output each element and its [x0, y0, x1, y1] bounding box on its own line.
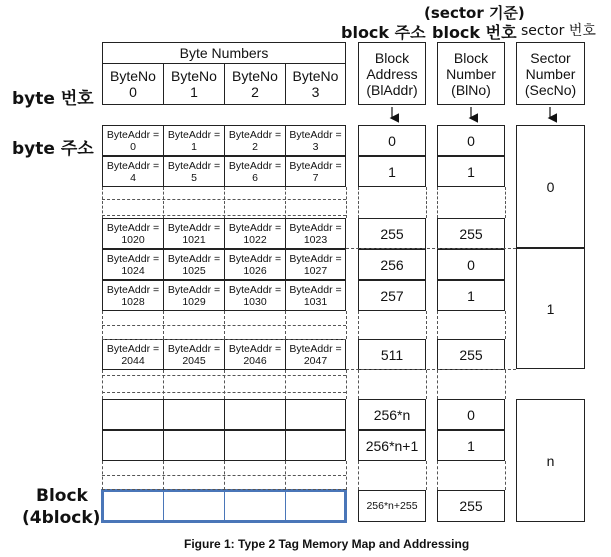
gap-vertical	[102, 370, 103, 399]
gap-vertical	[102, 311, 103, 339]
byte-addr-cell: ByteAddr = 1024	[102, 249, 164, 280]
gap-vertical	[224, 311, 225, 339]
gap-vertical	[358, 370, 359, 399]
gap-vertical	[358, 461, 359, 490]
block-number-label: block 번호	[432, 23, 517, 42]
block-number-cell: 255	[437, 218, 505, 249]
gap-vertical	[346, 311, 347, 339]
gap-vertical	[505, 187, 506, 218]
byte-addr-cell: ByteAddr = 1021	[163, 218, 225, 249]
byte-addr-cell	[224, 430, 286, 461]
byte-addr-cell: ByteAddr = 1029	[163, 280, 225, 311]
byte-addr-cell	[285, 430, 346, 461]
gap-vertical	[358, 311, 359, 339]
gap-vertical	[346, 461, 347, 490]
gap-vertical	[426, 187, 427, 218]
byteno-col-3: ByteNo 3	[285, 63, 346, 105]
gap-vertical	[285, 311, 286, 339]
gap-vertical	[437, 311, 438, 339]
gap-vertical	[163, 311, 164, 339]
gap-vertical	[224, 370, 225, 399]
gap-vertical	[163, 461, 164, 490]
gap-vertical	[102, 461, 103, 490]
block-number-cell: 1	[437, 156, 505, 187]
gap-vertical	[505, 311, 506, 339]
sector-number-header: Sector Number (SecNo)	[516, 42, 585, 105]
byte-addr-cell: ByteAddr = 2047	[285, 339, 346, 370]
byte-addr-cell: ByteAddr = 6	[224, 156, 286, 187]
block-number-cell: 1	[437, 430, 505, 461]
block-address-cell: 257	[358, 280, 426, 311]
byte-addr-cell: ByteAddr = 1025	[163, 249, 225, 280]
gap-vertical	[426, 311, 427, 339]
block-number-cell: 255	[437, 490, 505, 522]
byte-addr-cell: ByteAddr = 1030	[224, 280, 286, 311]
byte-addr-cell: ByteAddr = 1022	[224, 218, 286, 249]
block-address-label: block 주소	[341, 23, 426, 42]
block-number-cell: 1	[437, 280, 505, 311]
byteno-col-0: ByteNo 0	[102, 63, 164, 105]
sector-divider	[346, 369, 516, 370]
block-address-cell: 255	[358, 218, 426, 249]
sector-divider	[346, 248, 516, 249]
gap-vertical	[358, 187, 359, 218]
byteno-col-2: ByteNo 2	[224, 63, 286, 105]
gap-vertical	[346, 187, 347, 218]
byte-addr-cell: ByteAddr = 3	[285, 125, 346, 156]
gap-vertical	[505, 370, 506, 399]
block-address-cell: 1	[358, 156, 426, 187]
gap-vertical	[163, 370, 164, 399]
byte-numbers-title: Byte Numbers	[102, 42, 346, 64]
byte-addr-cell: ByteAddr = 2046	[224, 339, 286, 370]
gap-vertical	[437, 187, 438, 218]
gap-vertical	[437, 370, 438, 399]
byte-addr-cell: ByteAddr = 1023	[285, 218, 346, 249]
sector-number-label: sector 번호	[521, 23, 596, 39]
sector-n: n	[516, 399, 585, 522]
figure-caption: Figure 1: Type 2 Tag Memory Map and Addressing	[184, 537, 470, 551]
block-number-header: Block Number (BlNo)	[437, 42, 505, 105]
block-address-cell: 511	[358, 339, 426, 370]
byte-addr-cell: ByteAddr = 1	[163, 125, 225, 156]
byte-addr-cell	[102, 430, 164, 461]
byte-addr-cell	[224, 399, 286, 430]
block-address-cell: 0	[358, 125, 426, 156]
byte-addr-cell: ByteAddr = 2044	[102, 339, 164, 370]
gap-vertical	[346, 370, 347, 399]
gap-vertical	[505, 461, 506, 490]
block-number-cell: 0	[437, 399, 505, 430]
block-address-cell: 256*n+255	[358, 490, 426, 522]
gap-vertical	[426, 370, 427, 399]
sector-0: 0	[516, 125, 585, 248]
byte-addr-cell: ByteAddr = 0	[102, 125, 164, 156]
gap-vertical	[285, 370, 286, 399]
block-number-cell: 0	[437, 249, 505, 280]
byte-addr-cell	[163, 430, 225, 461]
block-highlight	[101, 489, 347, 523]
block-label: Block	[36, 486, 88, 506]
gap-vertical	[163, 187, 164, 218]
byteno-col-1: ByteNo 1	[163, 63, 225, 105]
gap-vertical	[285, 461, 286, 490]
gap-vertical	[102, 187, 103, 218]
block-address-cell: 256*n	[358, 399, 426, 430]
byte-addr-cell	[285, 399, 346, 430]
byte-number-label: byte 번호	[12, 89, 94, 109]
byte-addr-cell: ByteAddr = 2045	[163, 339, 225, 370]
gap-vertical	[224, 461, 225, 490]
byte-addr-cell	[102, 399, 164, 430]
byte-addr-cell	[163, 399, 225, 430]
byte-addr-cell: ByteAddr = 1026	[224, 249, 286, 280]
byte-addr-cell: ByteAddr = 1020	[102, 218, 164, 249]
gap-vertical	[224, 187, 225, 218]
byte-addr-cell: ByteAddr = 2	[224, 125, 286, 156]
byte-addr-cell: ByteAddr = 1028	[102, 280, 164, 311]
gap-line	[102, 339, 346, 340]
block-address-header: Block Address (BlAddr)	[358, 42, 426, 105]
byte-addr-cell: ByteAddr = 4	[102, 156, 164, 187]
gap-vertical	[285, 187, 286, 218]
gap-vertical	[437, 461, 438, 490]
byte-addr-cell: ByteAddr = 1031	[285, 280, 346, 311]
byte-addr-cell: ByteAddr = 5	[163, 156, 225, 187]
block-number-cell: 255	[437, 339, 505, 370]
sector-basis-label: (sector 기준)	[424, 4, 525, 22]
gap-vertical	[426, 461, 427, 490]
block-address-cell: 256*n+1	[358, 430, 426, 461]
sector-1: 1	[516, 248, 585, 369]
byte-addr-cell: ByteAddr = 1027	[285, 249, 346, 280]
block-number-cell: 0	[437, 125, 505, 156]
byte-address-label: byte 주소	[12, 139, 94, 159]
block-sub-label: (4block)	[22, 508, 101, 528]
block-address-cell: 256	[358, 249, 426, 280]
byte-addr-cell: ByteAddr = 7	[285, 156, 346, 187]
